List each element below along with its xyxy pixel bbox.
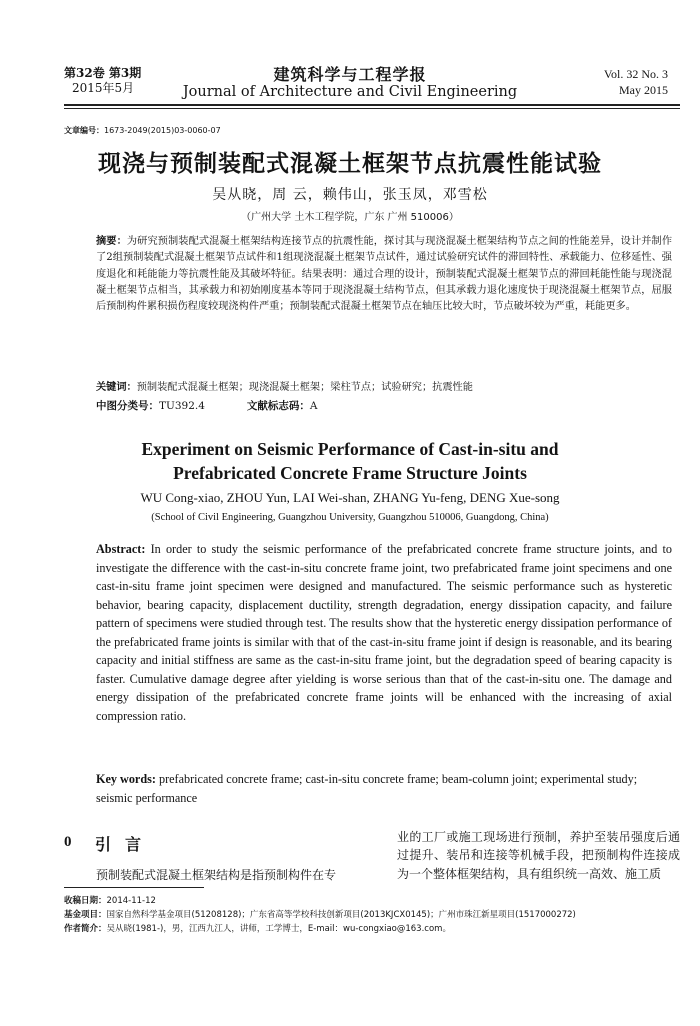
classification-line: [96, 398, 318, 413]
article-number-label: 文章编号：: [64, 126, 104, 135]
section-title: 引言: [95, 835, 156, 854]
article-number: [64, 125, 221, 136]
keywords-en-text: prefabricated concrete frame; cast-in-situ concrete frame; beam-column joint; experimental study; seismic performance: [96, 772, 638, 805]
abstract-cn-text: 为研究预制装配式混凝土框架结构连接节点的抗震性能，探讨其与现浇混凝土框架结构节点之间的性能差异，设计并制作了2组预制装配式混凝土框架节点试件和1组现浇混凝土框架节点试件，通过试验研究试件的滞回特性、承载能力、位移延性、强度退化和耗能能力等抗震性能及其破坏特征。结果表明：通过合理的设计，预制装配式混凝土框架节点的滞回耗能性能与现浇混凝土框架节点相当，其承载力和初始刚度基本等同于现浇混凝土结构节点，但其承载力退化速度快于现浇混凝土框架节点，屈服后预制构件累积损伤程度较现浇构件严重；预制装配式混凝土框架节点在轴压比较大时，节点破坏较为严重，耗能更多。: [96, 236, 673, 313]
abstract-en: [96, 540, 672, 725]
clc-label: 中图分类号：: [96, 400, 159, 412]
authors-cn: 吴从晓，周 云，赖伟山，张玉凤，邓雪松: [212, 187, 488, 203]
footnote-rule: [64, 887, 204, 888]
abstract-en-text: In order to study the seismic performance of the prefabricated concrete frame structure joints, and to investigate the difference with the cast-in-situ concrete frame joint, two prefabricated frame joint specimens and one cast-in-situ frame joint specimen were designed and manufactured. The seismic performance such as hysteretic behavior, bearing capacity, displacement ductility, strength degradation, energy dissipation capacity, and failure pattern of specimens were studied through test. The results show that the hysteretic energy dissipation performance of the prefabricated frame joints is similar with that of the cast-in-situ frame joint if design is reasonable, and its bearing capacity and initial stiffness are same as the cast-in-situ frame joint, but the degradation speed of bearing capacity is faster. Cumulative damage degree after yielding is worse serious than that of the cast-in-situ one. The damage and energy dissipation of the prefabricated concrete frame joints will be enhanced with the increasing of axial compression ratio.: [96, 542, 672, 723]
keywords-cn: [96, 380, 672, 396]
affiliation-en: (School of Civil Engineering, Guangzhou University, Guangzhou 510006, Guangdong, China): [151, 512, 549, 523]
volume-issue-en: Vol. 32 No. 3: [603, 67, 668, 81]
doc-code-value: A: [309, 400, 318, 412]
received-label: 收稿日期：: [64, 896, 107, 906]
body-text-left-column: 预制装配式混凝土框架结构是指预制构件在专: [96, 868, 337, 882]
keywords-cn-label: 关键词：: [96, 382, 137, 393]
header-rule-thin: [64, 108, 680, 109]
title-en: [0, 437, 700, 485]
received-date: [64, 894, 684, 908]
author-bio: [64, 922, 684, 936]
header-rule-thick: [64, 104, 680, 106]
body-text-right-column: 业的工厂或施工现场进行预制，养护至装吊强度后通过提升、装吊和连接等机械手段，把预制构件连接成为一个整体框架结构，具有组织统一高效、施工质: [397, 830, 680, 881]
title-cn: 现浇与预制装配式混凝土框架节点抗震性能试验: [98, 151, 602, 177]
authors-en: WU Cong-xiao, ZHOU Yun, LAI Wei-shan, ZHANG Yu-feng, DENG Xue-song: [140, 490, 560, 505]
keywords-en: [96, 770, 672, 807]
fund-label: 基金项目：: [64, 910, 107, 920]
date-cn: 2015年5月: [72, 81, 135, 95]
fund-value: 国家自然科学基金项目(51208128)；广东省高等学校科技创新项目(2013KJCX0145)；广州市珠江新星项目(1517000272): [106, 910, 576, 920]
title-en-line1: Experiment on Seismic Performance of Cast-in-situ and: [141, 439, 559, 459]
keywords-en-label: Key words:: [96, 772, 156, 786]
author-bio-label: 作者简介：: [64, 924, 107, 934]
footnotes: [64, 894, 684, 936]
fund-info: [64, 908, 684, 922]
title-en-line2: Prefabricated Concrete Frame Structure Joints: [173, 463, 527, 483]
clc-value: TU392.4: [159, 400, 205, 412]
keywords-cn-text: 预制装配式混凝土框架；现浇混凝土框架；梁柱节点；试验研究；抗震性能: [136, 382, 473, 393]
volume-info-en: [604, 66, 668, 98]
abstract-en-label: Abstract:: [96, 542, 146, 556]
abstract-cn-label: 摘要：: [96, 236, 127, 247]
abstract-cn: [96, 234, 672, 315]
doc-code-label: 文献标志码：: [246, 400, 310, 412]
author-bio-value: 吴从晓(1981-)，男，江西九江人，讲师，工学博士，E-mail：wu-congxiao@163.com。: [106, 924, 451, 934]
date-en: May 2015: [619, 83, 668, 97]
journal-name-cn: 建筑科学与工程学报: [273, 65, 427, 84]
article-number-value: 1673-2049(2015)03-0060-07: [104, 126, 221, 135]
received-value: 2014-11-12: [106, 896, 156, 906]
volume-issue-cn: 第32卷 第3期: [64, 66, 142, 80]
section-number: 0: [64, 834, 72, 850]
journal-name-en: Journal of Architecture and Civil Engineering: [182, 84, 518, 100]
affiliation-cn: （广州大学 土木工程学院，广东 广州 510006）: [241, 212, 459, 223]
